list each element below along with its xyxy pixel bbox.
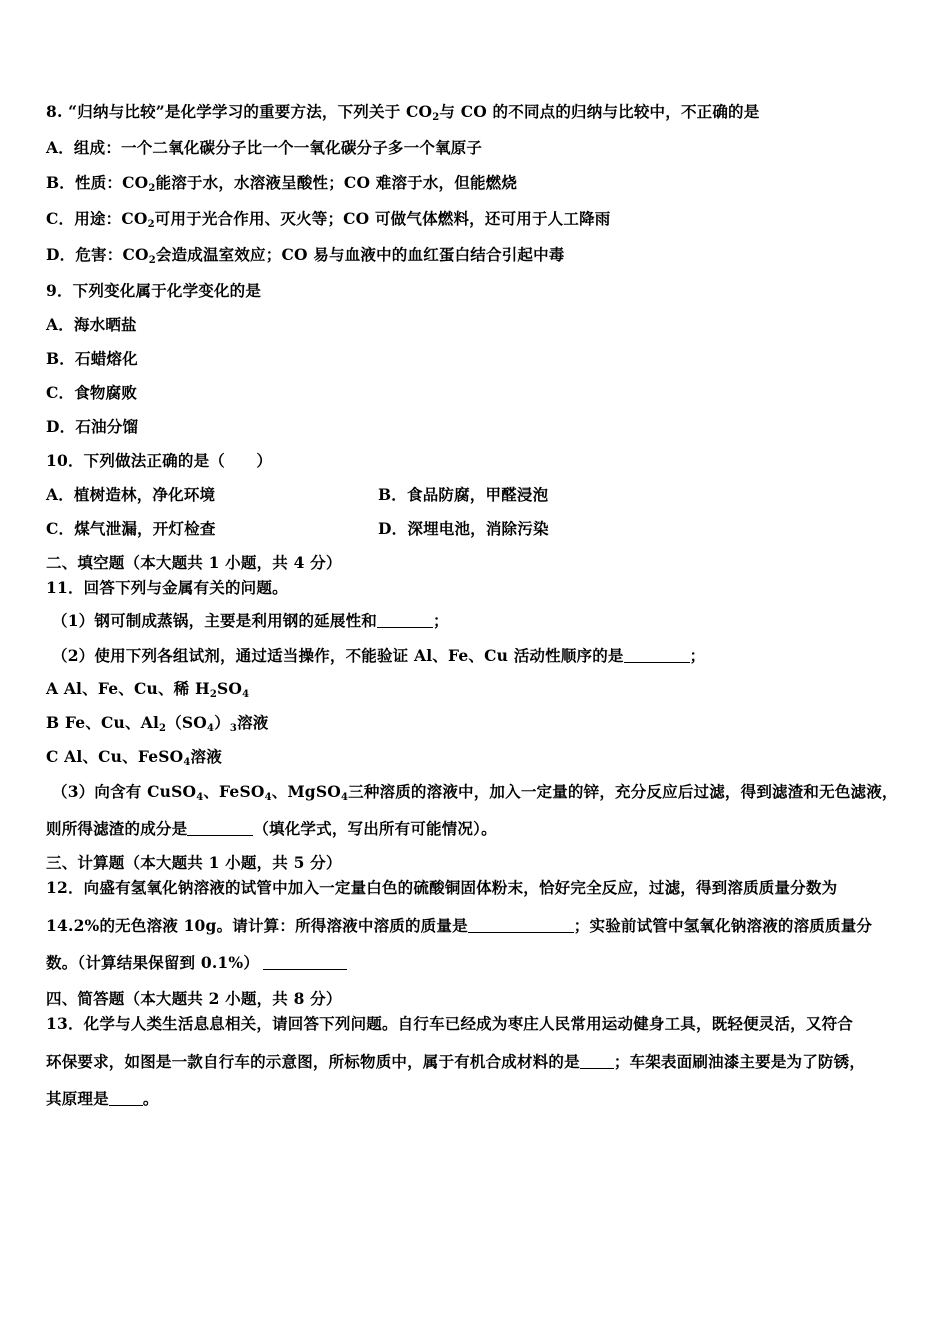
q8-option-d: D．危害：$CO_2$会造成温室效应；CO 易与血液中的血红蛋白结合引起中毒 [46, 245, 565, 266]
q13-line1: 13．化学与人类生活息息相关，请回答下列问题。自行车已经成为枣庄人民常用运动健身工具，既轻便灵活，又符合 [46, 1014, 853, 1033]
q11-part3-line2: 则所得滤渣的成分是 （填化学式，写出所有可能情况）。 [46, 819, 497, 838]
q10-option-d: D．深埋电池，消除污染 [378, 519, 549, 538]
q13-line2: 环保要求，如图是一款自行车的示意图，所标物质中，属于有机合成材料的是 ；车架表面刷油漆主要是为了防锈， [46, 1052, 866, 1071]
answer-blank[interactable] [580, 1054, 614, 1069]
q11-option-c: C Al、Cu、FeSO$_4$溶液 [46, 747, 222, 768]
q12-line1: 12．向盛有氢氧化钠溶液的试管中加入一定量白色的硫酸铜固体粉末，恰好完全反应，过滤，得到溶质质量分数为 [46, 878, 838, 897]
section-3-heading: 三、计算题（本大题共 1 小题，共 5 分） [46, 853, 342, 872]
q11-part3: （3）向含有 CuSO$_4$、FeSO$_4$、MgSO$_4$三种溶质的溶液中，加入一定量的锌，充分反应后过滤，得到滤渣和无色滤液， [52, 782, 898, 803]
answer-blank[interactable] [468, 918, 574, 933]
answer-blank[interactable] [109, 1091, 143, 1106]
answer-blank[interactable] [263, 955, 347, 970]
q10-stem: 10．下列做法正确的是（ ） [46, 451, 273, 470]
q13-line3: 其原理是 。 [46, 1089, 159, 1108]
q11-option-b: B Fe、Cu、$Al_2(SO_4)_3$溶液 [46, 713, 269, 734]
q8-stem: 8. “归纳与比较”是化学学习的重要方法，下列关于 $CO_2$与 CO 的不同点的归纳与比较中，不正确的是 [46, 102, 760, 123]
answer-blank[interactable] [187, 821, 253, 836]
section-2-heading: 二、填空题（本大题共 1 小题，共 4 分） [46, 553, 342, 572]
q8-option-a: A．组成：一个二氧化碳分子比一个一氧化碳分子多一个氧原子 [46, 138, 483, 157]
answer-blank[interactable] [377, 613, 433, 628]
q10-option-a: A．植树造林，净化环境 [46, 485, 216, 504]
q8-option-c: C．用途：$CO_2$可用于光合作用、灭火等；CO 可做气体燃料，还可用于人工降雨 [46, 209, 611, 230]
q8-option-b: B．性质：$CO_2$能溶于水，水溶液呈酸性；CO 难溶于水，但能燃烧 [46, 173, 518, 194]
q9-option-b: B．石蜡熔化 [46, 349, 138, 368]
answer-blank[interactable] [624, 648, 690, 663]
q12-line2: 14.2%的无色溶液 10g。请计算：所得溶液中溶质的质量是 ；实验前试管中氢氧化钠溶液的溶质质量分 [46, 916, 873, 935]
q9-stem: 9．下列变化属于化学变化的是 [46, 281, 262, 300]
q9-option-d: D．石油分馏 [46, 417, 139, 436]
q11-option-a: A Al、Fe、Cu、稀 $H_2SO_4$ [46, 679, 250, 700]
q11-part2: （2）使用下列各组试剂，通过适当操作，不能验证 Al、Fe、Cu 活动性顺序的是 ； [52, 646, 706, 665]
q10-option-b: B．食品防腐，甲醛浸泡 [378, 485, 549, 504]
q12-line3: 数。（计算结果保留到 0.1%） [46, 953, 347, 973]
q10-option-c: C．煤气泄漏，开灯检查 [46, 519, 216, 538]
q9-option-a: A．海水晒盐 [46, 315, 137, 334]
section-4-heading: 四、简答题（本大题共 2 小题，共 8 分） [46, 989, 342, 1008]
q11-part1: （1）钢可制成蒸锅，主要是利用钢的延展性和 ； [52, 611, 449, 630]
q9-option-c: C．食物腐败 [46, 383, 138, 402]
q11-stem: 11．回答下列与金属有关的问题。 [46, 578, 288, 597]
